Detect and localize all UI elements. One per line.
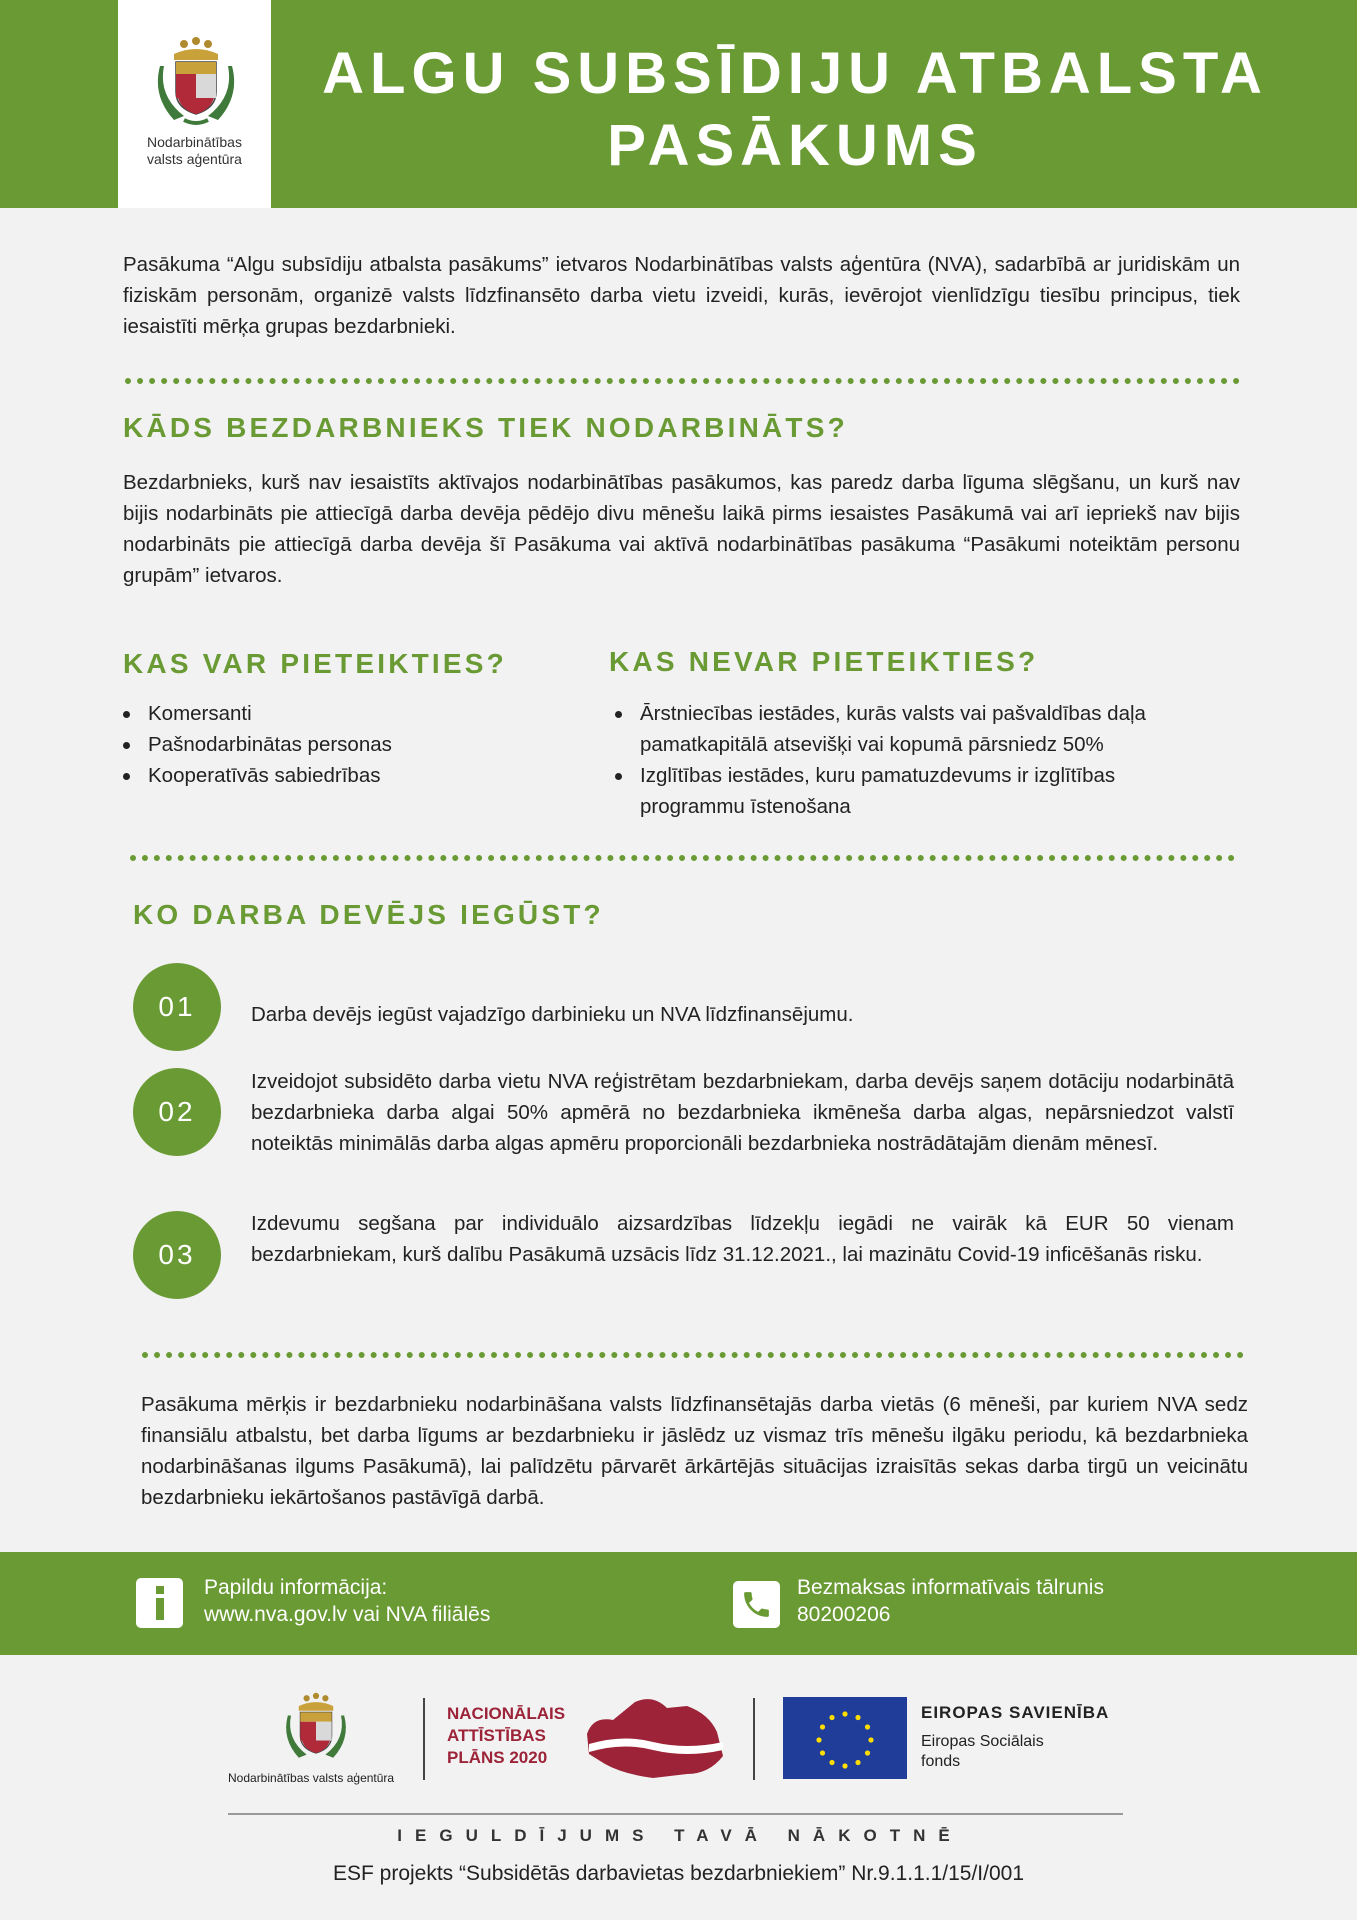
np-line2: ATTĪSTĪBAS [447,1726,546,1745]
section-heading-who-employed: KĀDS BEZDARBNIEKS TIEK NODARBINĀTS? [123,412,848,443]
section-heading-cannot-apply: KAS NEVAR PIETEIKTIES? [609,646,1039,677]
benefit-text-03: Izdevumu segšana par individuālo aizsardzības līdzekļu iegādi ne vairāk kā EUR 50 vienam bezdarbniekam, kurš dalību Pasākumā uzsācis līdz 31.12.2021., lai mazinātu Covid-19 inficēšanās risku. [251,1212,1234,1266]
cannot-apply-list [615,698,1255,822]
national-plan-text [447,1703,565,1769]
eu-sub-line2: fonds [921,1753,961,1770]
benefit-text-02: Izveidojot subsidēto darba vietu NVA reģistrētam bezdarbniekam, darba devējs saņem dotāciju nodarbinātā bezdarbnieka darba algai 50% apmērā no bezdarbnieka ikmēneša darba algas, nepārsniedzot valstī noteiktās minimālās darba algas apmēru proporcionāli bezdarbnieka nostrādātajām dienām mēnesī. [251,1070,1234,1155]
list-item [615,760,1255,822]
phone-number[interactable]: 80200206 [797,1603,891,1626]
eu-title: EIROPAS SAVIENĪBA [921,1703,1110,1722]
number-badge-02: 02 [133,1068,221,1156]
slogan: IEGULDĪJUMS TAVĀ NĀKOTNĒ [397,1826,963,1845]
phone-icon [733,1581,780,1628]
list-item: Komersanti [123,698,392,729]
dotted-divider [130,855,1235,861]
number-badge-01: 01 [133,963,221,1051]
info-icon [136,1578,183,1628]
np-line3: PLĀNS 2020 [447,1748,548,1767]
list-item-line: pamatkapitālā atsevišķi vai kopumā pārsniedz 50% [640,733,1104,756]
footer-coat-of-arms-icon [278,1692,354,1764]
list-item: Pašnodarbinātas personas [123,729,392,760]
eu-flag-icon [783,1697,907,1779]
dotted-divider [142,1352,1244,1358]
number-badge-03: 03 [133,1211,221,1299]
goal-paragraph: Pasākuma mērķis ir bezdarbnieku nodarbināšana valsts līdzfinansētajās darba vietās (6 mēneši, par kuriem NVA sedz finansiālu atbalstu, bet darba līgums ar bezdarbnieku ir jāslēdz uz vismaz trīs mēnešu ilgāku periodu, kā bezdarbnieka nodarbināšanas ilgums Pasākumā), lai palīdzētu pārvarēt ārkārtējās situācijas izraisītās sekas darba tirgū un veicinātu bezdarbnieku iekārtošanos pastāvīgā darbā. [141,1393,1248,1509]
list-item-line: Izglītības iestādes, kuru pamatuzdevums ir izglītības [640,764,1116,787]
title-line1: ALGU SUBSĪDIJU ATBALSTA [322,41,1268,106]
eu-subtitle [921,1732,1044,1772]
logo-text-line1: Nodarbinātības [147,134,242,150]
list-item-line: programmu īstenošana [640,795,851,818]
info-bar [0,1552,1357,1655]
eu-sub-line1: Eiropas Sociālais [921,1733,1044,1750]
coat-of-arms-icon [154,36,238,128]
who-employed-paragraph: Bezdarbnieks, kurš nav iesaistīts aktīvajos nodarbinātības pasākumos, kas paredz darba līguma slēgšanu, un kurš nav bijis nodarbināts pie attiecīgā darba devēja pēdējo divu mēnešu laikā pirms iesaistes Pasākumā vai arī iepriekš nav bijis nodarbināts pie attiecīgā darba devēja šī Pasākuma vai aktīvā nodarbinātības pasākuma “Pasākumi noteiktām personu grupām” ietvaros. [123,471,1240,587]
footer-rule [228,1813,1123,1815]
header-banner [0,0,1357,208]
np-line1: NACIONĀLAIS [447,1704,566,1723]
footer-nva-text: Nodarbinātības valsts aģentūra [228,1771,395,1785]
list-item: Kooperatīvās sabiedrības [123,760,392,791]
info-text-line1: Papildu informācija: [204,1576,388,1599]
intro-paragraph: Pasākuma “Algu subsīdiju atbalsta pasākums” ietvaros Nodarbinātības valsts aģentūra (NVA), sadarbībā ar juridiskām un fiziskām personām, organizē valsts līdzfinansēto darba vietu izveidi, kurās, ievērojot vienlīdzīgu tiesību principus, tiek iesaistīti mērķa grupas bezdarbnieki. [123,253,1240,338]
benefit-text-01: Darba devējs iegūst vajadzīgo darbinieku un NVA līdzfinansējumu. [251,1003,854,1026]
nva-logo-text [118,134,271,168]
title-line2: PASĀKUMS [607,113,983,178]
nva-logo [118,0,271,208]
esf-project-line: ESF projekts “Subsidētās darbavietas bezdarbniekiem” Nr.9.1.1.1/15/I/001 [332,1862,1025,1885]
info-link[interactable]: www.nva.gov.lv vai NVA filiālēs [204,1603,491,1626]
phone-text-line1: Bezmaksas informatīvais tālrunis [797,1576,1104,1599]
can-apply-list [123,698,392,791]
section-heading-can-apply: KAS VAR PIETEIKTIES? [123,648,507,679]
page-title [320,38,1270,182]
list-item [615,698,1255,760]
list-item-line: Ārstniecības iestādes, kurās valsts vai pašvaldības daļa [640,702,1146,725]
info-text [204,1574,490,1628]
footer-divider [423,1698,425,1780]
section-heading-benefits: KO DARBA DEVĒJS IEGŪST? [133,899,604,930]
dotted-divider [125,378,1240,384]
phone-text [797,1574,1104,1628]
logo-text-line2: valsts aģentūra [147,151,242,167]
footer-divider [753,1698,755,1780]
latvia-map-icon [583,1694,727,1780]
